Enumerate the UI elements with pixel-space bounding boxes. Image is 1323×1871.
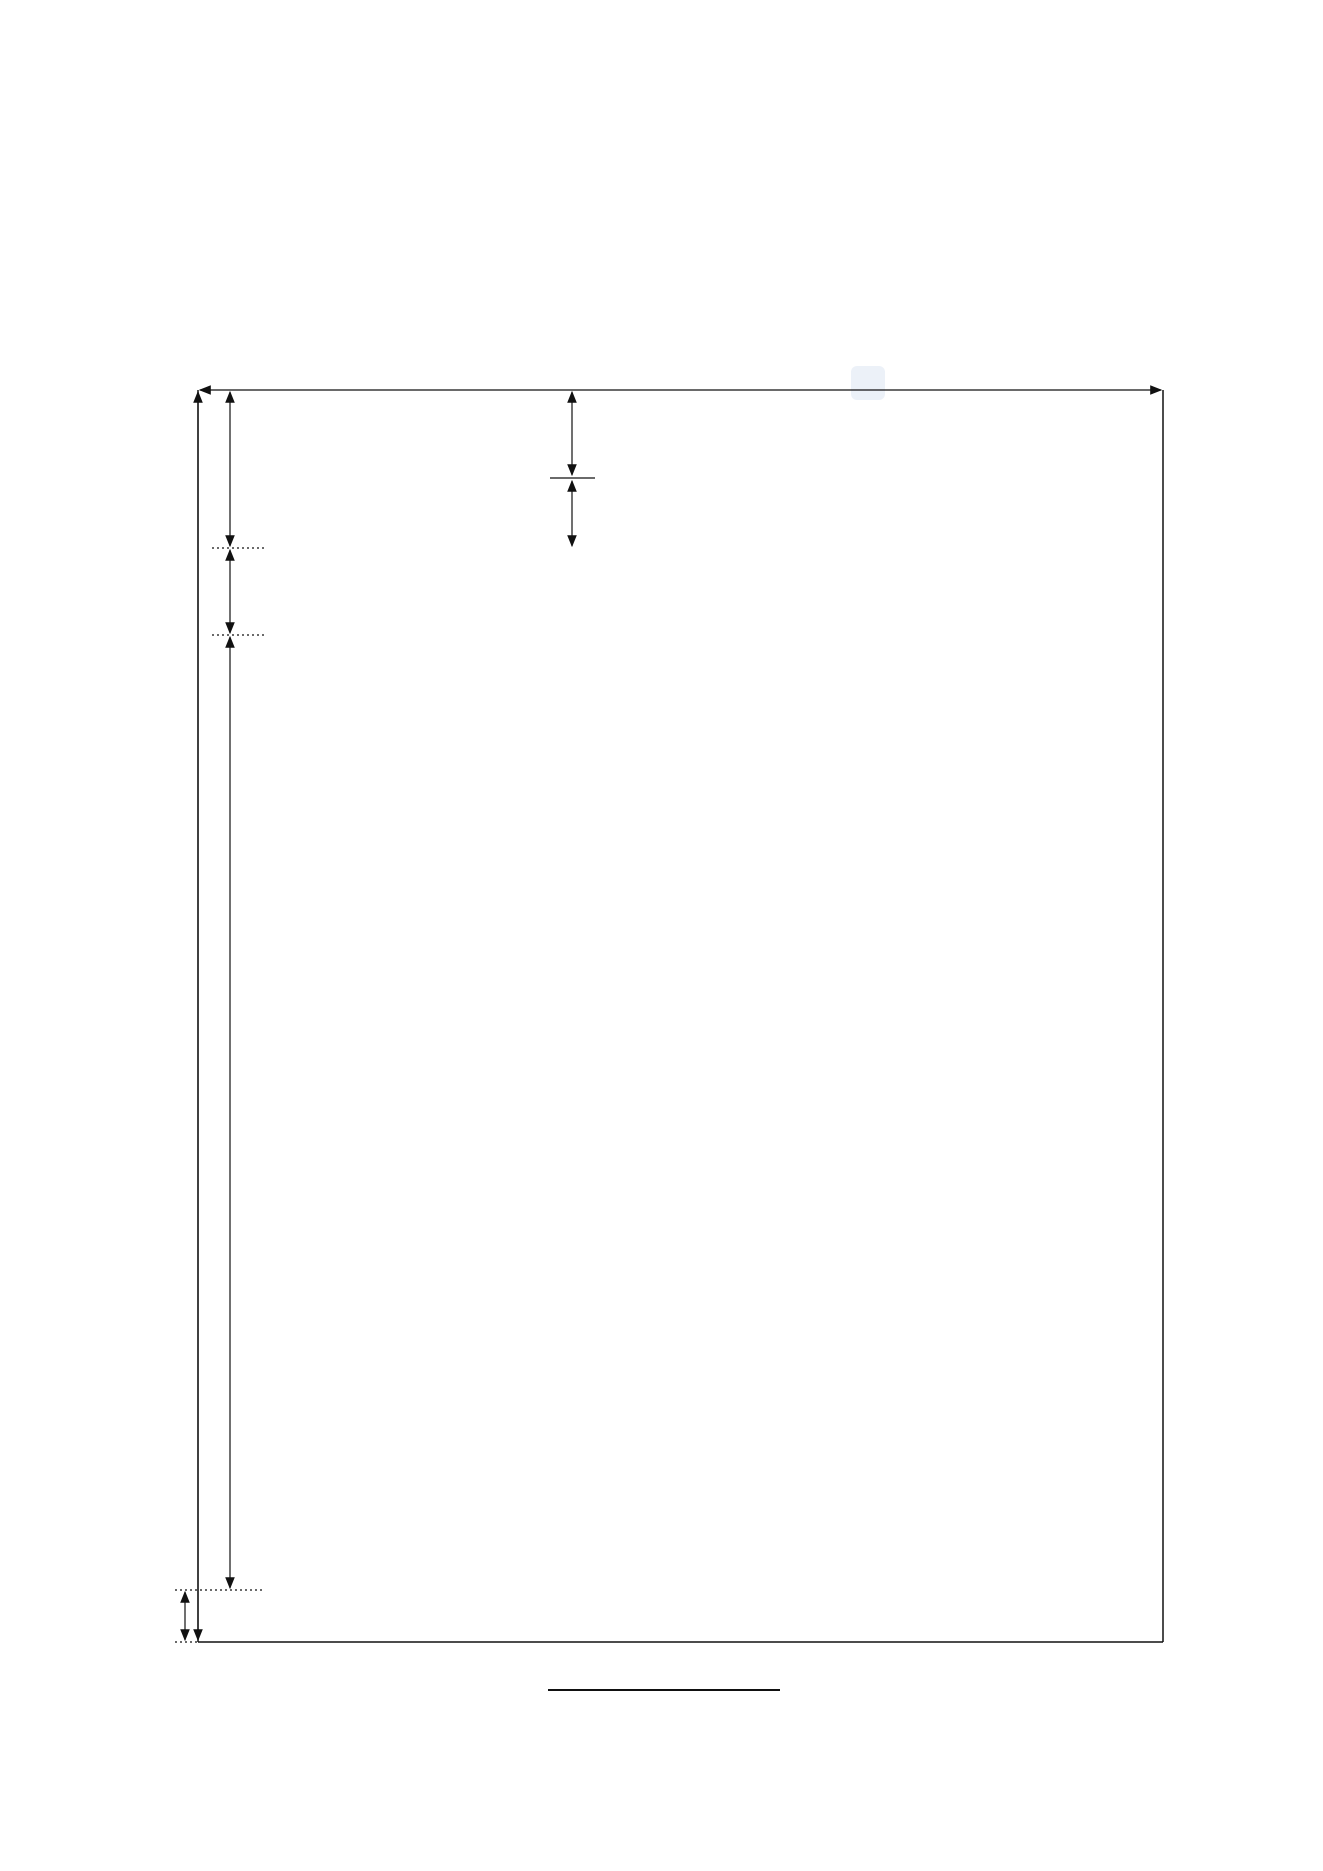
- end-rule: [548, 1689, 780, 1691]
